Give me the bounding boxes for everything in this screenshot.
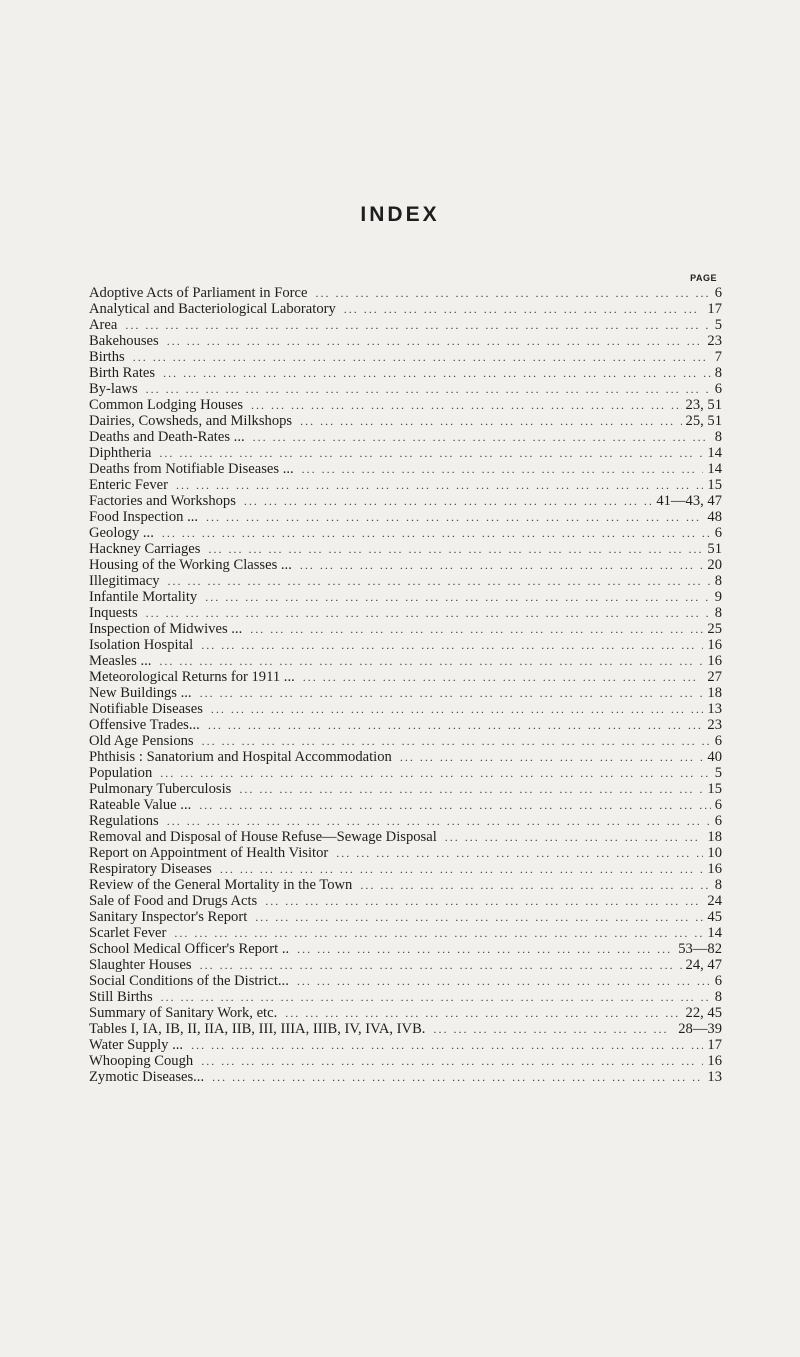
index-entry-title: Measles ... [89, 653, 152, 669]
index-entry-page: 8 [714, 429, 722, 445]
dot-leader [400, 749, 704, 765]
index-entry [89, 701, 722, 717]
index-entry [89, 413, 722, 429]
index-entry [89, 365, 722, 381]
index-entry-page: 16 [707, 861, 722, 877]
dot-leader [146, 381, 711, 397]
index-entry-page: 18 [707, 685, 722, 701]
index-entry-title: School Medical Officer's Report .. [89, 941, 290, 957]
dot-leader [297, 941, 674, 957]
index-entry-page: 14 [707, 461, 722, 477]
index-entry-title: Deaths from Notifiable Diseases ... [89, 461, 294, 477]
index-entry-title: Housing of the Working Classes ... [89, 557, 292, 573]
index-entry-page: 23, 51 [685, 397, 722, 413]
index-entry-title: Food Inspection ... [89, 509, 199, 525]
index-entry-title: Summary of Sanitary Work, etc. [89, 1005, 278, 1021]
index-entry-page: 14 [707, 445, 722, 461]
index-entry-title: Still Births [89, 989, 153, 1005]
dot-leader [200, 685, 704, 701]
index-entry-page: 8 [714, 877, 722, 893]
index-entry-page: 40 [707, 749, 722, 765]
index-entry [89, 941, 722, 957]
index-entry-title: Regulations [89, 813, 159, 829]
dot-leader [250, 621, 703, 637]
index-entry-title: Deaths and Death-Rates ... [89, 429, 245, 445]
index-entry-page: 13 [707, 701, 722, 717]
index-entry [89, 717, 722, 733]
index-entry-title: Bakehouses [89, 333, 159, 349]
dot-leader [163, 365, 711, 381]
index-entry-title: Old Age Pensions [89, 733, 194, 749]
dot-leader [265, 893, 703, 909]
index-entry-page: 6 [714, 381, 722, 397]
index-entry [89, 429, 722, 445]
index-entry-title: Factories and Workshops [89, 493, 236, 509]
index-entry [89, 349, 722, 365]
index-entry [89, 301, 722, 317]
index-entry-title: Slaughter Houses [89, 957, 192, 973]
index-entry [89, 621, 722, 637]
dot-leader [160, 765, 710, 781]
index-entry-page: 6 [714, 797, 722, 813]
index-entry-title: Sale of Food and Drugs Acts [89, 893, 258, 909]
index-entry-page: 7 [714, 349, 722, 365]
index-entry [89, 445, 722, 461]
index-entry [89, 845, 722, 861]
index-entry-page: 48 [707, 509, 722, 525]
index-entry [89, 1021, 722, 1037]
index-entry-page: 23 [707, 333, 722, 349]
index-entry-title: Notifiable Diseases [89, 701, 203, 717]
dot-leader [285, 1005, 681, 1021]
index-entry-title: Inquests [89, 605, 138, 621]
index-entry [89, 1069, 722, 1085]
index-entry-title: Tables I, IA, IB, II, IIA, IIB, III, IIIA, IIIB, IV, IVA, IVB. [89, 1021, 426, 1037]
index-entry-title: Isolation Hospital [89, 637, 194, 653]
index-entry [89, 749, 722, 765]
index-entry-page: 17 [707, 301, 722, 317]
dot-leader [191, 1037, 703, 1053]
index-entry-title: By-laws [89, 381, 138, 397]
index-entry-page: 8 [714, 573, 722, 589]
index-entry [89, 397, 722, 413]
dot-leader [315, 285, 710, 301]
dot-leader [344, 301, 704, 317]
index-entry-title: New Buildings ... [89, 685, 192, 701]
dot-leader [208, 541, 703, 557]
index-entry [89, 909, 722, 925]
index-entry-page: 16 [707, 653, 722, 669]
index-entry-title: Birth Rates [89, 365, 156, 381]
index-entry [89, 525, 722, 541]
dot-leader [445, 829, 704, 845]
index-entry-page: 16 [707, 637, 722, 653]
index-entry-page: 8 [714, 605, 722, 621]
index-entry-page: 5 [714, 317, 722, 333]
dot-leader [220, 861, 704, 877]
index-entry-page: 6 [714, 285, 722, 301]
dot-leader [212, 1069, 703, 1085]
index-entry-title: Illegitimacy [89, 573, 160, 589]
index-entry-title: Adoptive Acts of Parliament in Force [89, 285, 308, 301]
index-entry-page: 53—82 [678, 941, 722, 957]
index-entry-title: Area [89, 317, 118, 333]
index-entry [89, 1037, 722, 1053]
index-entry-title: Analytical and Bacteriological Laboratory [89, 301, 336, 317]
index-entry-title: Enteric Fever [89, 477, 169, 493]
index-entry-page: 24, 47 [685, 957, 722, 973]
index-entry-title: Common Lodging Houses [89, 397, 244, 413]
index-entry [89, 477, 722, 493]
index-entry-title: Whooping Cough [89, 1053, 194, 1069]
dot-leader [251, 397, 681, 413]
index-entry-title: Review of the General Mortality in the Town [89, 877, 353, 893]
dot-leader [202, 733, 711, 749]
dot-leader [146, 605, 711, 621]
index-entry-page: 5 [714, 765, 722, 781]
index-entry-title: Infantile Mortality [89, 589, 198, 605]
index-entry [89, 541, 722, 557]
dot-leader [201, 637, 703, 653]
dot-leader [201, 1053, 703, 1069]
index-entry-page: 9 [714, 589, 722, 605]
index-entry-page: 28—39 [678, 1021, 722, 1037]
dot-leader [162, 525, 711, 541]
index-entry [89, 1005, 722, 1021]
dot-leader [433, 1021, 674, 1037]
index-entry [89, 461, 722, 477]
index-entry-page: 8 [714, 989, 722, 1005]
index-entry-title: Respiratory Diseases [89, 861, 212, 877]
index-entry [89, 1053, 722, 1069]
dot-leader [300, 413, 681, 429]
dot-leader [208, 717, 704, 733]
index-entry-page: 13 [707, 1069, 722, 1085]
index-entry-page: 18 [707, 829, 722, 845]
dot-leader [239, 781, 703, 797]
index-entry-page: 14 [707, 925, 722, 941]
index-entry [89, 861, 722, 877]
index-entry [89, 637, 722, 653]
index-entry-title: Meteorological Returns for 1911 ... [89, 669, 295, 685]
dot-leader [303, 669, 704, 685]
index-entry-title: Zymotic Diseases... [89, 1069, 205, 1085]
index-entry-page: 20 [707, 557, 722, 573]
index-entry-page: 10 [707, 845, 722, 861]
dot-leader [205, 589, 710, 605]
dot-leader [159, 445, 703, 461]
dot-leader [167, 333, 704, 349]
index-entry-title: Rateable Value ... [89, 797, 192, 813]
index-entry-page: 16 [707, 1053, 722, 1069]
index-entry [89, 669, 722, 685]
index-entry [89, 877, 722, 893]
index-entry [89, 381, 722, 397]
dot-leader [167, 813, 711, 829]
dot-leader [211, 701, 704, 717]
index-entry-title: Offensive Trades... [89, 717, 200, 733]
index-entry-title: Scarlet Fever [89, 925, 167, 941]
index-entry [89, 317, 722, 333]
index-entry [89, 509, 722, 525]
dot-leader [133, 349, 711, 365]
index-entry-title: Social Conditions of the District... [89, 973, 289, 989]
dot-leader [255, 909, 703, 925]
dot-leader [168, 573, 711, 589]
index-entry [89, 589, 722, 605]
index-entry-page: 15 [707, 477, 722, 493]
index-entry-page: 24 [707, 893, 722, 909]
index-entry [89, 653, 722, 669]
index-entry-page: 8 [714, 365, 722, 381]
dot-leader [206, 509, 703, 525]
dot-leader [253, 429, 711, 445]
index-entry-title: Inspection of Midwives ... [89, 621, 243, 637]
dot-leader [174, 925, 703, 941]
index-entry [89, 605, 722, 621]
dot-leader [200, 957, 682, 973]
index-entry-page: 17 [707, 1037, 722, 1053]
index-entry [89, 797, 722, 813]
index-entry-page: 45 [707, 909, 722, 925]
index-entry-page: 51 [707, 541, 722, 557]
index-entry [89, 829, 722, 845]
index-title: INDEX [360, 203, 440, 226]
index-entry-title: Geology ... [89, 525, 154, 541]
index-entry-title: Pulmonary Tuberculosis [89, 781, 232, 797]
index-entry-title: Hackney Carriages [89, 541, 201, 557]
dot-leader [336, 845, 703, 861]
index-entry-title: Water Supply ... [89, 1037, 184, 1053]
dot-leader [300, 557, 704, 573]
dot-leader [125, 317, 710, 333]
index-entries-list [89, 285, 722, 1085]
dot-leader [161, 989, 711, 1005]
index-entry-page: 6 [714, 973, 722, 989]
index-entry-title: Phthisis : Sanatorium and Hospital Accommodation [89, 749, 392, 765]
index-entry-page: 6 [714, 525, 722, 541]
index-entry-title: Sanitary Inspector's Report [89, 909, 248, 925]
index-entry-page: 6 [714, 733, 722, 749]
index-entry [89, 973, 722, 989]
dot-leader [297, 973, 711, 989]
index-entry [89, 989, 722, 1005]
index-entry-title: Diphtheria [89, 445, 152, 461]
index-entry [89, 685, 722, 701]
index-entry-page: 41—43, 47 [656, 493, 722, 509]
index-entry-title: Report on Appointment of Health Visitor [89, 845, 329, 861]
index-entry-page: 27 [707, 669, 722, 685]
index-entry [89, 333, 722, 349]
index-entry [89, 557, 722, 573]
index-entry [89, 765, 722, 781]
index-entry-page: 25 [707, 621, 722, 637]
index-entry [89, 925, 722, 941]
index-entry-page: 22, 45 [685, 1005, 722, 1021]
index-entry [89, 893, 722, 909]
index-entry [89, 285, 722, 301]
dot-leader [176, 477, 703, 493]
dot-leader [302, 461, 704, 477]
dot-leader [244, 493, 652, 509]
index-entry-page: 6 [714, 813, 722, 829]
index-entry-page: 25, 51 [685, 413, 722, 429]
dot-leader [159, 653, 703, 669]
index-entry-title: Dairies, Cowsheds, and Milkshops [89, 413, 293, 429]
page-column-label: PAGE [690, 273, 717, 283]
index-entry-title: Removal and Disposal of House Refuse—Sewage Disposal [89, 829, 437, 845]
index-entry [89, 493, 722, 509]
index-entry-page: 23 [707, 717, 722, 733]
index-entry-title: Births [89, 349, 125, 365]
index-entry [89, 813, 722, 829]
dot-leader [360, 877, 710, 893]
index-entry [89, 957, 722, 973]
index-entry [89, 573, 722, 589]
index-entry-title: Population [89, 765, 153, 781]
index-entry [89, 733, 722, 749]
index-entry-page: 15 [707, 781, 722, 797]
dot-leader [199, 797, 710, 813]
index-entry [89, 781, 722, 797]
